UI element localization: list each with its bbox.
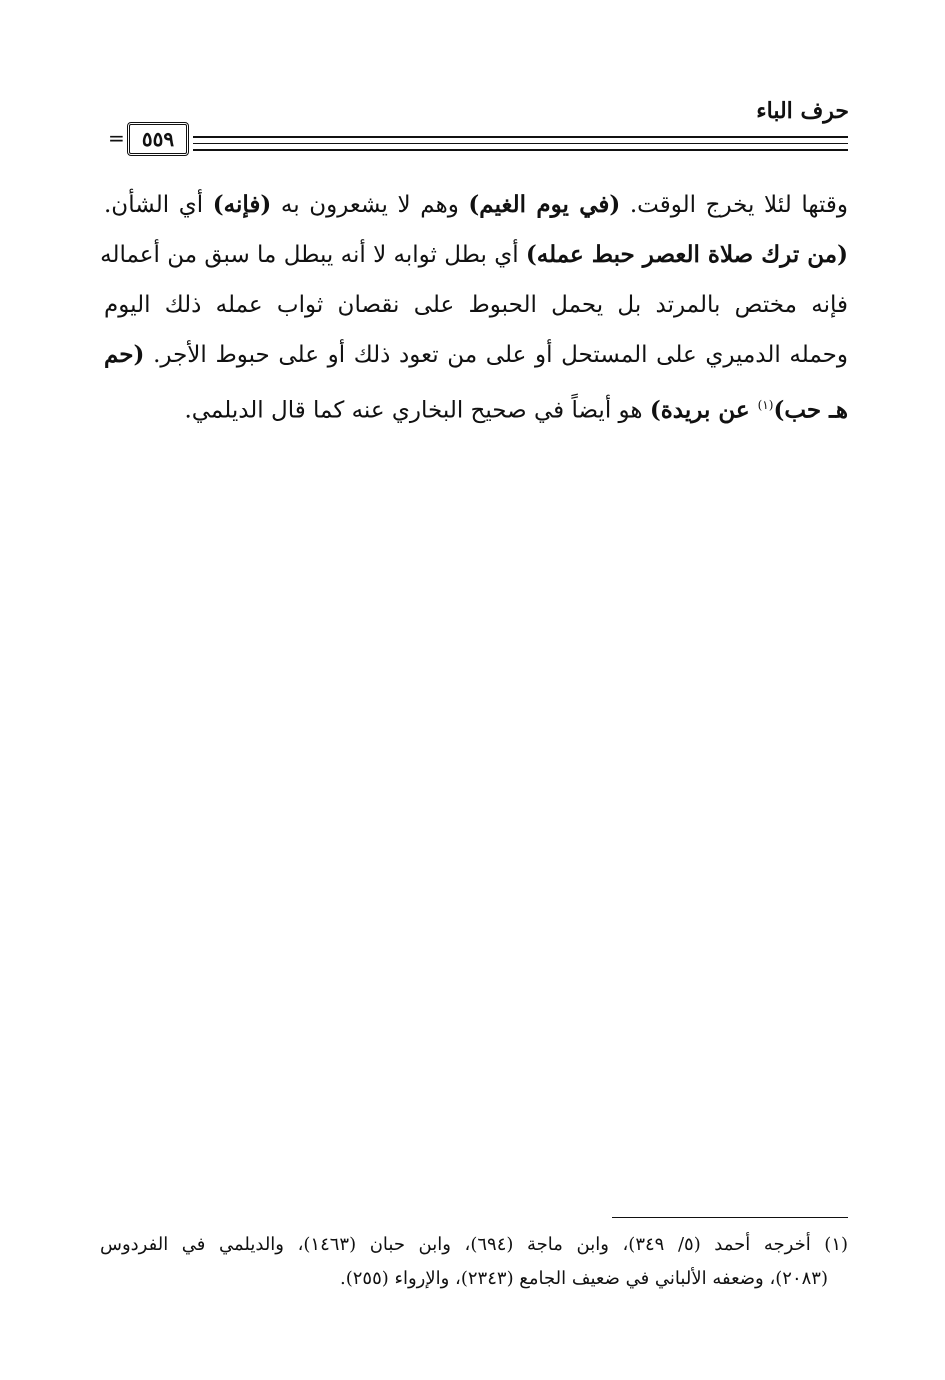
matn-quote: (في يوم الغيم) [468,191,621,218]
text-line-5 [104,380,848,430]
text-line-1 [104,180,848,230]
footnote-separator [612,1217,848,1218]
text-line-4 [104,330,848,380]
text-line-3 [104,280,848,330]
source-abbreviation: (حم [104,341,145,368]
matn-quote: (من ترك صلاة العصر حبط عمله) [525,241,848,268]
footnote-line-1: (١) أخرجه أحمد (٥/ ٣٤٩)، وابن ماجة (٦٩٤)، وابن حبان (١٤٦٣)، والديلمي في الفردوس [100,1234,849,1255]
text-run: أي الشأن. [104,192,213,218]
header-rule-middle [193,143,848,144]
matn-quote: (فإنه) [212,191,272,218]
text-run: أي بطل ثوابه لا أنه يبطل ما سبق من أعماله [100,242,526,268]
main-text [100,180,848,430]
text-run: وقتها لئلا يخرج الوقت. [620,192,848,218]
narrator-name: عن بريدة) [649,396,758,424]
text-run: هو أيضاً في صحيح البخاري عنه كما قال الديلمي. [184,397,650,424]
header-rule-bottom [193,149,848,151]
source-abbreviation: هـ حب) [773,396,848,424]
text-run: وهم لا يشعرون به [271,192,469,218]
text-line-2 [100,230,848,280]
footnote-marker[interactable]: (١) [757,398,774,412]
running-title: حرف الباء [756,98,849,124]
header-rule-top [193,136,848,138]
text-run: وحمله الدميري على المستحل أو على من تعود ذلك أو على حبوط الأجر. [144,342,848,368]
text-run: فإنه مختص بالمرتد بل يحمل الحبوط على نقصان ثواب عمله ذلك اليوم [104,292,848,318]
footnote-line-2: (٢٠٨٣)، وضعفه الألباني في ضعيف الجامع (٢٣٤٣)، والإرواء (٢٥٥). [340,1268,828,1289]
page-number-ornament: = [108,126,125,150]
page-number: ٥٥٩ [127,122,189,156]
footnotes [100,1228,848,1296]
